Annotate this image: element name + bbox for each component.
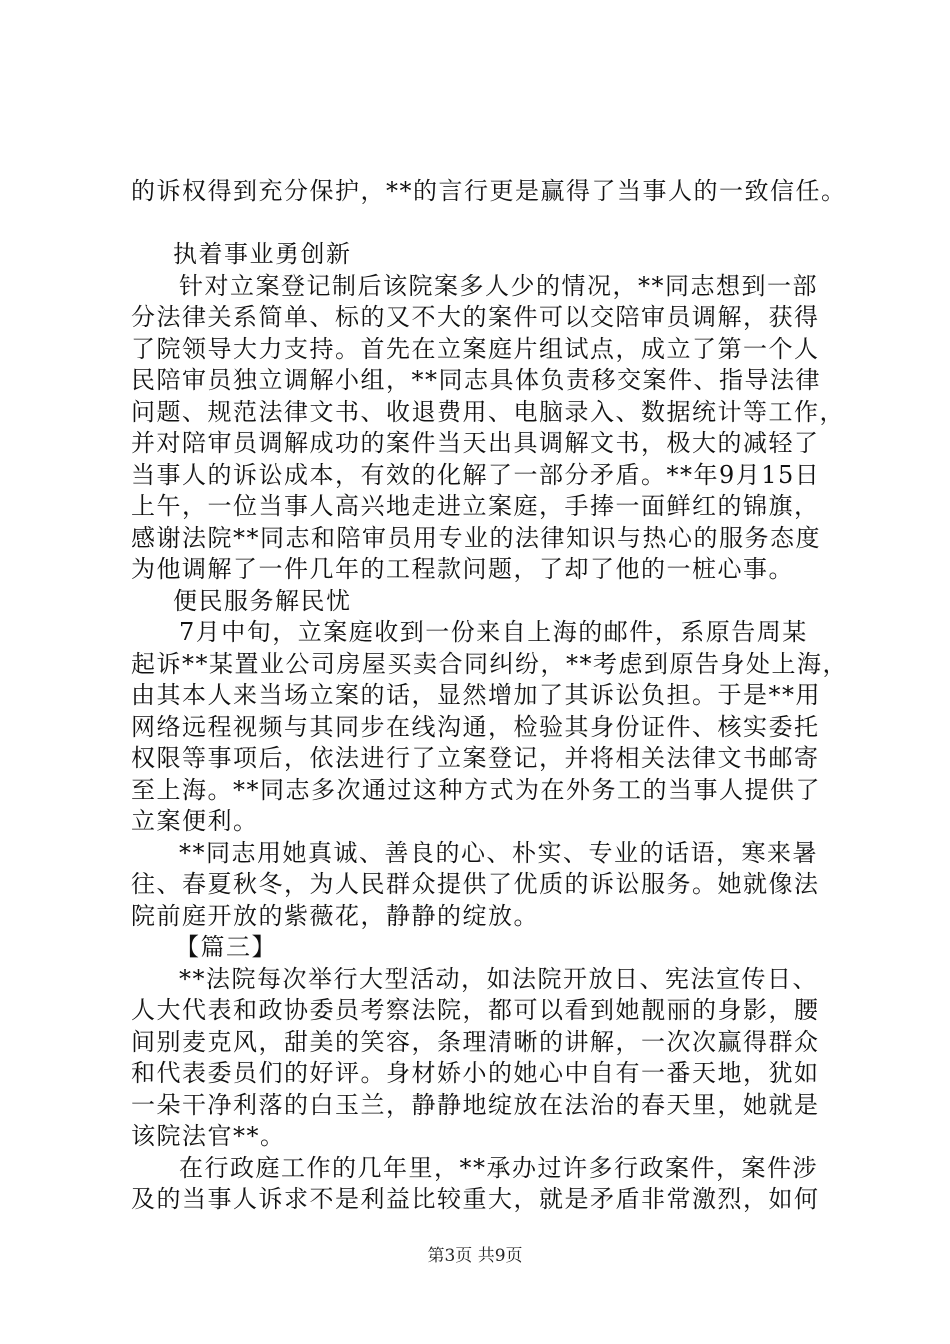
text-line: 7月中旬，立案庭收到一份来自上海的邮件，系原告周某 [179, 618, 808, 646]
text-line: 至上海。**同志多次通过这种方式为在外务工的当事人提供了 [131, 775, 821, 804]
text-line: 往、春夏秋冬，为人民群众提供了优质的诉讼服务。她就像法 [131, 870, 820, 898]
text-line: 民陪审员独立调解小组，**同志具体负责移交案件、指导法律 [131, 366, 821, 394]
text-line: 院前庭开放的紫薇花，静静的绽放。 [131, 901, 539, 930]
text-line: 感谢法院**同志和陪审员用专业的法律知识与热心的服务态度 [131, 523, 821, 552]
text-line: 权限等事项后，依法进行了立案登记，并将相关法律文书邮寄 [131, 744, 820, 772]
text-line: 并对陪审员调解成功的案件当天出具调解文书，极大的减轻了 [131, 429, 820, 457]
text-line: 问题、规范法律文书、收退费用、电脑录入、数据统计等工作， [131, 397, 845, 426]
text-line: 及的当事人诉求不是利益比较重大，就是矛盾非常激烈，如何 [131, 1185, 820, 1213]
text-line: 间别麦克风，甜美的笑容，条理清晰的讲解，一次次赢得群众 [131, 1027, 820, 1056]
text-line: 在行政庭工作的几年里，**承办过许多行政案件，案件涉 [179, 1153, 818, 1182]
text-line: 由其本人来当场立案的话，显然增加了其诉讼负担。于是**用 [131, 681, 821, 709]
section-heading: 便民服务解民忧 [173, 586, 352, 615]
text-line: 上午，一位当事人高兴地走进立案庭，手捧一面鲜红的锦旗， [131, 492, 820, 520]
text-line: 为他调解了一件几年的工程款问题，了却了他的一桩心事。 [131, 555, 794, 583]
text-line: **同志用她真诚、善良的心、朴实、专业的话语，寒来暑 [179, 838, 818, 867]
text-line: 起诉**某置业公司房屋买卖合同纠纷，**考虑到原告身处上海， [131, 649, 848, 678]
text-line: 和代表委员们的好评。身材娇小的她心中自有一番天地，犹如 [131, 1059, 820, 1087]
chapter-tag: 【篇三】 [175, 933, 277, 961]
text-line: 的诉权得到充分保护，**的言行更是赢得了当事人的一致信任。 [131, 177, 847, 205]
text-line: 立案便利。 [131, 807, 259, 835]
text-line: 当事人的诉讼成本，有效的化解了一部分矛盾。**年9月15日 [131, 460, 821, 489]
text-line: 分法律关系简单、标的又不大的案件可以交陪审员调解，获得 [131, 303, 820, 331]
blank-line [131, 208, 843, 240]
text-line: 人大代表和政协委员考察法院，都可以看到她靓丽的身影，腰 [131, 996, 820, 1024]
text-line: 该院法官**。 [131, 1122, 286, 1150]
section-heading: 执着事业勇创新 [173, 240, 352, 268]
body-text [131, 176, 848, 1216]
text-line: 针对立案登记制后该院案多人少的情况，**同志想到一部 [179, 271, 818, 300]
text-line: 网络远程视频与其同步在线沟通，检验其身份证件、核实委托 [131, 712, 820, 741]
text-line: 了院领导大力支持。首先在立案庭片组试点，成立了第一个人 [131, 334, 820, 363]
text-line: **法院每次举行大型活动，如法院开放日、宪法宣传日、 [179, 964, 818, 993]
page-footer: 第3页 共9页 [427, 1246, 523, 1266]
text-line: 一朵干净利落的白玉兰，静静地绽放在法治的春天里，她就是 [131, 1090, 820, 1119]
